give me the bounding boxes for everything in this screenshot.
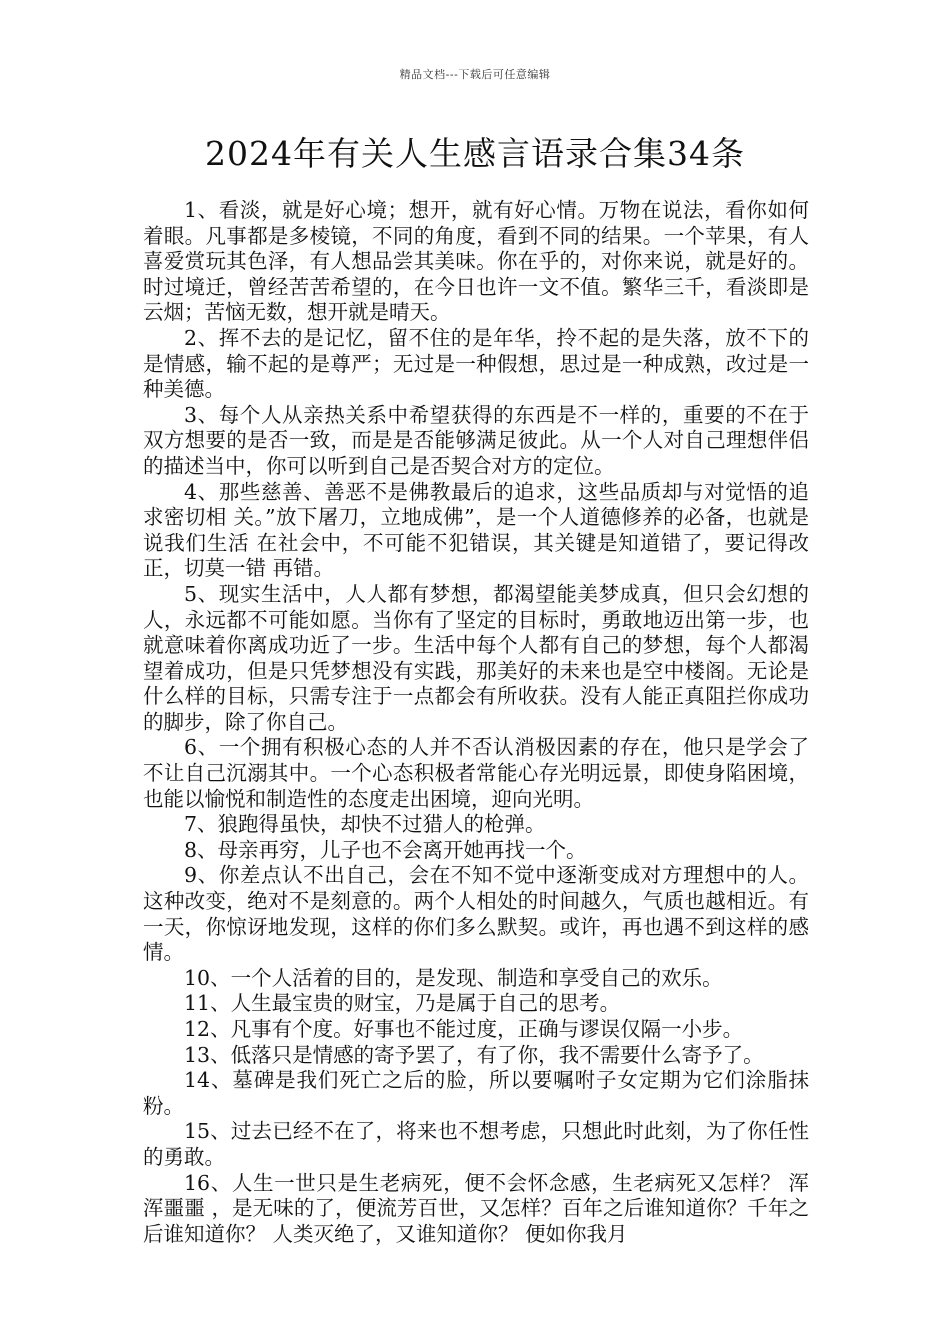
quote-paragraph-15: 15、过去已经不在了，将来也不想考虑，只想此时此刻，为了你任性的勇敢。	[143, 1119, 809, 1169]
quote-paragraph-1: 1、看淡，就是好心境；想开，就有好心情。万物在说法，看你如何着眼。凡事都是多棱镜，不同的角度，看到不同的结果。一个苹果，有人喜爱赏玩其色泽，有人想品尝其美味。你在乎的，对你来说，就是好的。时过境迁，曾经苦苦希望的，在今日也许一文不值。繁华三千，看淡即是云烟；苦恼无数，想开就是晴天。	[143, 198, 809, 325]
page-header-note: 精品文档---下载后可任意编辑	[399, 68, 551, 81]
quote-paragraph-14: 14、墓碑是我们死亡之后的脸，所以要嘱咐子女定期为它们涂脂抹粉。	[143, 1068, 809, 1118]
quote-paragraph-6: 6、一个拥有积极心态的人并不否认消极因素的存在，他只是学会了不让自己沉溺其中。一个心态积极者常能心存光明远景，即使身陷困境，也能以愉悦和制造性的态度走出困境，迎向光明。	[143, 735, 809, 811]
quote-paragraph-11: 11、人生最宝贵的财宝，乃是属于自己的思考。	[184, 991, 621, 1016]
quote-paragraph-3: 3、每个人从亲热关系中希望获得的东西是不一样的，重要的不在于双方想要的是否一致，而是是否能够满足彼此。从一个人对自己理想伴侣的描述当中，你可以听到自己是否契合对方的定位。	[143, 402, 809, 478]
quote-paragraph-8: 8、母亲再穷，儿子也不会离开她再找一个。	[184, 837, 587, 862]
quote-paragraph-7: 7、狼跑得虽快，却快不过猎人的枪弹。	[184, 812, 546, 837]
quote-paragraph-16: 16、人生一世只是生老病死，便不会怀念感，生老病死又怎样？ 浑浑噩噩 ，是无味的了，便流芳百世，又怎样？百年之后谁知道你？千年之后谁知道你？ 人类灭绝了，又谁知道你？ 便如你我月	[143, 1170, 809, 1246]
quote-paragraph-12: 12、凡事有个度。好事也不能过度，正确与谬误仅隔一小步。	[184, 1017, 744, 1041]
quote-paragraph-4: 4、那些慈善、善恶不是佛教最后的追求，这些品质却与对觉悟的追求密切相 关。”放下屠刀，立地成佛”，是一个人道德修养的必备，也就是说我们生活 在社会中，不可能不犯错误，其关键是知道错了，要记得改正，切莫一错 再错。	[143, 479, 809, 581]
quote-paragraph-5: 5、现实生活中，人人都有梦想，都渴望能美梦成真，但只会幻想的人，永远都不可能如愿。当你有了坚定的目标时，勇敢地迈出第一步，也就意味着你离成功近了一步。生活中每个人都有自己的梦想，每个人都渴望着成功，但是只凭梦想没有实践，那美好的未来也是空中楼阁。无论是什么样的目标，只需专注于一点都会有所收获。没有人能正真阻拦你成功的脚步，除了你自己。	[143, 581, 809, 734]
document-title: 2024年有关人生感言语录合集34条	[205, 134, 745, 173]
quote-paragraph-2: 2、挥不去的是记忆，留不住的是年华，拎不起的是失落，放不下的是情感，输不起的是尊严；无过是一种假想，思过是一种成熟，改过是一种美德。	[143, 325, 809, 402]
document-body	[143, 198, 809, 1247]
quote-paragraph-10: 10、一个人活着的目的，是发现、制造和享受自己的欢乐。	[184, 965, 723, 990]
quote-paragraph-9: 9、你差点认不出自己，会在不知不觉中逐渐变成对方理想中的人。这种改变，绝对不是刻意的。两个人相处的时间越久，气质也越相近。有一天，你惊讶地发现，这样的你们多么默契。或许，再也遇不到这样的感情。	[143, 863, 809, 965]
quote-paragraph-13: 13、低落只是情感的寄予罢了，有了你，我不需要什么寄予了。	[184, 1042, 764, 1067]
